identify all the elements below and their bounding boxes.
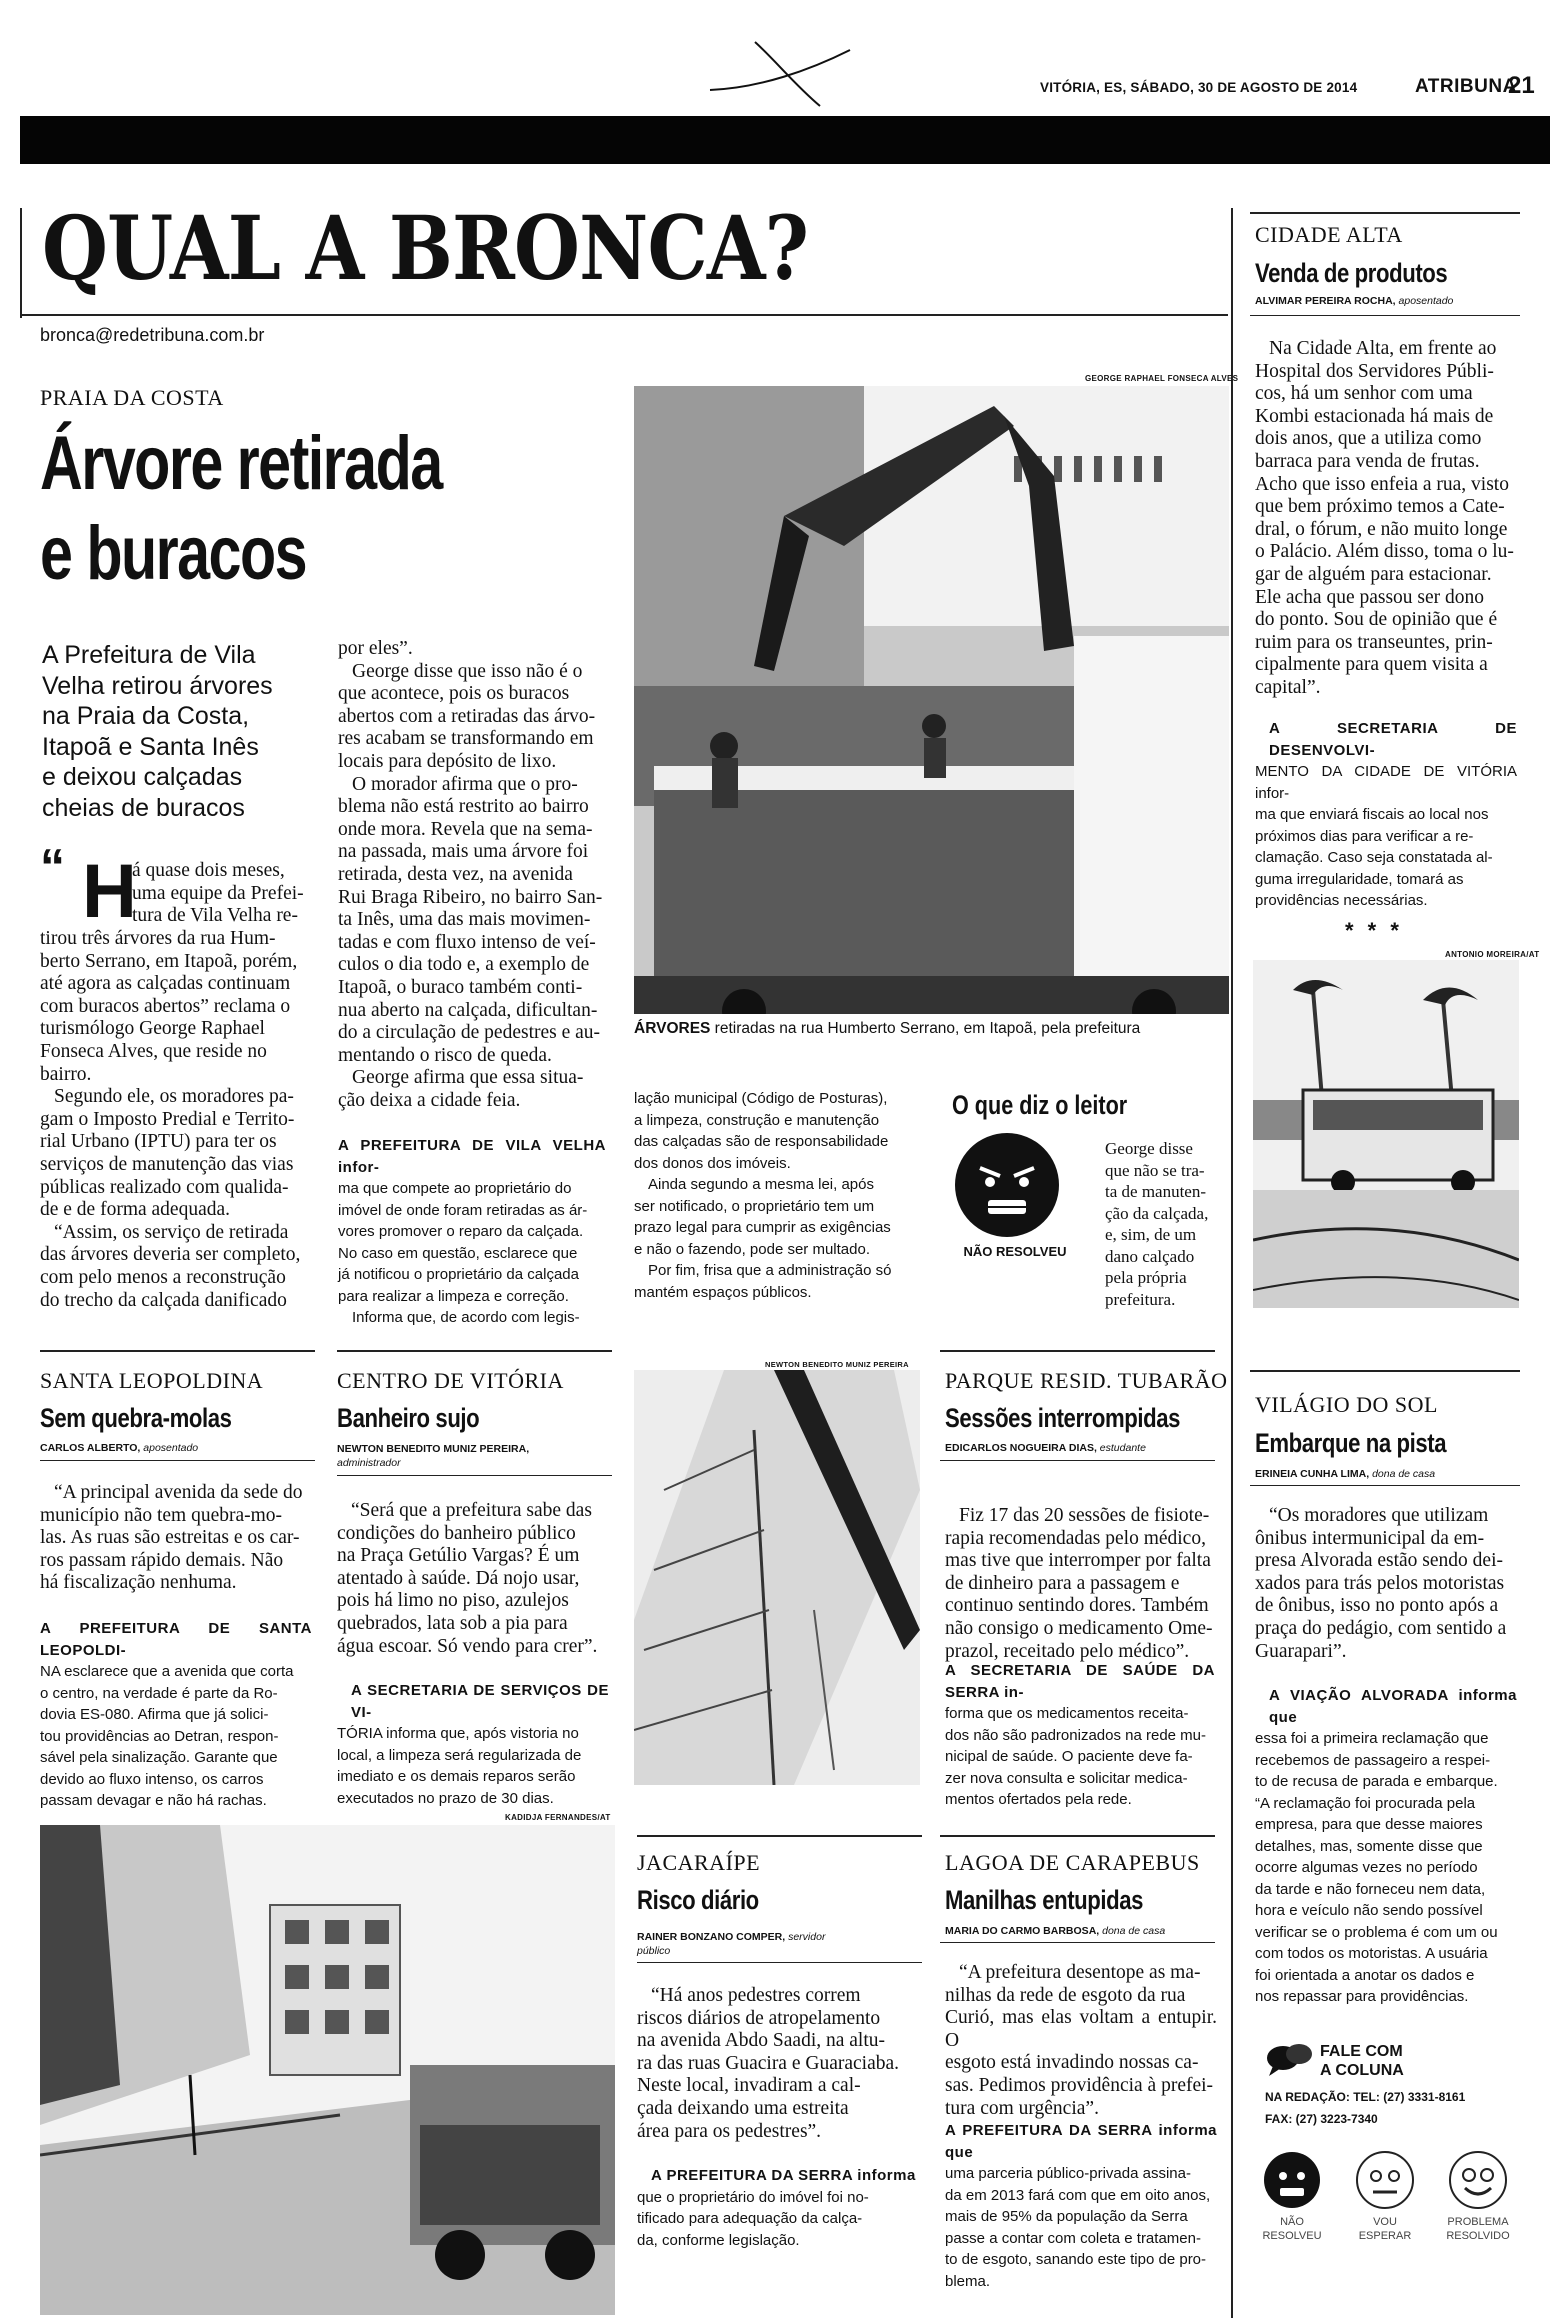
bus-photo	[1253, 960, 1519, 1308]
legend-will-wait-icon	[1355, 2150, 1415, 2210]
angry-face-icon	[952, 1130, 1062, 1240]
legend-resolved-label: PROBLEMA RESOLVIDO	[1446, 2216, 1510, 2242]
bathroom-photo	[634, 1370, 920, 1785]
column-email[interactable]: bronca@redetribuna.com.br	[40, 325, 265, 345]
legend-not-resolved-icon	[1262, 2150, 1322, 2210]
row2-rule-4	[1250, 1370, 1520, 1372]
jacaraipe-reply: A PREFEITURA DA SERRA informa que o proprietário do imóvel foi no- tificado para adequação da calça- da, conforme legislação.	[637, 2167, 916, 2249]
jacaraipe-rule	[637, 1962, 922, 1963]
main-col1: “ H á quase dois meses, uma equipe da Prefei- tura de Vila Velha re- tirou três árvores da rua Hum- berto Serrano, em Itapoã, porém, até agora as calçadas continuam com buracos abertos” reclama o turismólogo George Raphael Fonseca Alves, que reside no bairro. Segundo ele, os moradores pa- gam o Imposto Predial e Territo- rial Urbano (IPTU) para ter os serviços de manutenção das vias públicas realizado com qualida- de e de forma adequada. “Assim, os serviço de retirada das árvores deveria ser completo, com pelo menos a reconstrução do trecho da calçada danificado	[40, 839, 304, 1311]
cidade-alta-byline: ALVIMAR PEREIRA ROCHA, aposentado	[1255, 295, 1454, 307]
vilagio-byline: ERINEIA CUNHA LIMA, dona de casa	[1255, 1468, 1436, 1480]
main-photo	[634, 386, 1229, 1014]
street-photo	[40, 1825, 615, 2315]
centro-vitoria-headline: Banheiro sujo	[337, 1403, 480, 1433]
tubarao-byline: EDICARLOS NOGUEIRA DIAS, estudante	[945, 1442, 1146, 1454]
street-illustration	[40, 1825, 615, 2315]
title-bottom-rule	[20, 314, 1228, 316]
contact-fax[interactable]: FAX: (27) 3223-7340	[1265, 2112, 1378, 2126]
row2-rule-2	[337, 1350, 612, 1352]
vilagio-section: VILÁGIO DO SOL	[1255, 1392, 1438, 1417]
santa-leopoldina-body: “A principal avenida da sede do município não tem quebra-mo- las. As ruas são estreitas e os car- ros passam rápido demais. Não há fiscalização nenhuma.	[40, 1482, 303, 1594]
cidade-alta-section: CIDADE ALTA	[1255, 222, 1403, 247]
jacaraipe-section: JACARAÍPE	[637, 1850, 761, 1875]
contact-phone[interactable]: NA REDAÇÃO: TEL: (27) 3331-8161	[1265, 2090, 1466, 2104]
main-headline-1: Árvore retirada	[40, 421, 442, 506]
jacaraipe-body: “Há anos pedestres correm riscos diários de atropelamento na avenida Abdo Saadi, na altu- ra das ruas Guacira e Guaraciaba. Neste local, invadiram a cal- çada deixando uma estreita área para os pedestres”.	[637, 1985, 900, 2142]
dateline: VITÓRIA, ES, SÁBADO, 30 DE AGOSTO DE 2014	[1040, 80, 1358, 95]
reader-box-title: O que diz o leitor	[952, 1090, 1128, 1120]
vilagio-rule	[1250, 1485, 1520, 1486]
drop-cap: H	[82, 849, 137, 934]
main-headline-2: e buracos	[40, 511, 307, 596]
editor-mark-x-icon	[700, 30, 860, 110]
title-left-rule	[20, 208, 22, 318]
contact-title: FALE COM A COLUNA	[1320, 2043, 1404, 2079]
bathroom-photo-credit: NEWTON BENEDITO MUNIZ PEREIRA	[765, 1360, 909, 1369]
centro-vitoria-body: “Será que a prefeitura sabe das condições do banheiro público na Praça Getúlio Vargas? É um atentado à saúde. Dá nojo usar, pois há limo no piso, azulejos quebrados, lata sob a pia para água escoar. Só vendo para crer”.	[337, 1500, 598, 1657]
vilagio-body: “Os moradores que utilizam ônibus intermunicipal da em- presa Alvorada estão sendo dei- xados para trás pelos motoristas de ônibus, isso no ponto após a praça do pedágio, com sentido a Guarapari”.	[1255, 1505, 1507, 1662]
carapebus-byline: MARIA DO CARMO BARBOSA, dona de casa	[945, 1925, 1166, 1937]
jacaraipe-byline: RAINER BONZANO COMPER, servidor público	[637, 1931, 826, 1957]
paper-name: ATRIBUNA	[1415, 76, 1517, 97]
reader-box-text: George disse que não se tra- ta de manuten- ção da calçada, e, sim, de um dano calçado pela própria prefeitura.	[1105, 1139, 1209, 1309]
carapebus-headline: Manilhas entupidas	[945, 1885, 1144, 1915]
row2-rule-1	[40, 1350, 315, 1352]
cidade-alta-body: Na Cidade Alta, em frente ao Hospital dos Servidores Públi- cos, há um senhor com uma Kombi estacionada há mais de dois anos, que a utiliza como barraca para venda de frutas. Acho que isso enfeia a rua, visto que bem próximo temos a Cate- dral, o fórum, e não muito longe o Palácio. Além disso, toma o lu- gar de alguém para estacionar. Ele acha que passou ser dono do ponto. Sou de opinião que é ruim para os transeuntes, prin- cipalmente para quem visita a capital”.	[1255, 338, 1514, 698]
cidade-alta-reply: A SECRETARIA DE DESENVOLVI- MENTO DA CIDADE DE VITÓRIA infor- ma que enviará fiscais ao local nos próximos dias para verificar a re- clamação. Caso seja constatada al- guma irregularidade, tomará as providências necessárias.	[1255, 720, 1517, 909]
right-column-rule	[1231, 208, 1233, 2318]
right-top-rule	[1250, 212, 1520, 214]
centro-vitoria-section: CENTRO DE VITÓRIA	[337, 1368, 564, 1393]
tubarao-headline: Sessões interrompidas	[945, 1403, 1181, 1433]
cidade-alta-headline: Venda de produtos	[1255, 258, 1448, 288]
santa-leopoldina-headline: Sem quebra-molas	[40, 1403, 232, 1433]
row2-rule-3	[940, 1350, 1215, 1352]
santa-leopoldina-rule	[40, 1460, 315, 1461]
centro-vitoria-reply: A SECRETARIA DE SERVIÇOS DE VI- TÓRIA informa que, após vistoria no local, a limpeza será regularizada de imediato e os demais reparos serão executados no prazo de 30 dias.	[337, 1682, 609, 1807]
bathroom-illustration	[634, 1370, 920, 1785]
tubarao-section: PARQUE RESID. TUBARÃO	[945, 1368, 1228, 1393]
santa-leopoldina-reply: A PREFEITURA DE SANTA LEOPOLDI- NA esclarece que a avenida que corta o centro, na verdade é parte da Ro- dovia ES-080. Afirma que já solici- tou providências ao Detran, respon- sável pela sinalização. Garante que devido ao fluxo intenso, os carros passam devagar e não há rachas.	[40, 1620, 312, 1809]
tubarao-reply: A SECRETARIA DE SAÚDE DA SERRA in- forma que os medicamentos receita- dos não são padronizados na rede mu- nicipal de saúde. O paciente deve fa- zer nova consulta e solicitar medica- mentos ofertados pela rede.	[945, 1662, 1215, 1808]
main-reply-col3: lação municipal (Código de Posturas), a limpeza, construção e manutenção das calçadas são de responsabilidade dos donos dos imóveis. Ainda segundo a mesma lei, após ser notificado, o proprietário tem um prazo legal para cumprir as exigências e não o fazendo, pode ser multado. Por fim, frisa que a administração só mantém espaços públicos.	[634, 1090, 892, 1301]
santa-leopoldina-section: SANTA LEOPOLDINA	[40, 1368, 264, 1393]
carapebus-top-rule	[940, 1835, 1215, 1837]
vilagio-headline: Embarque na pista	[1255, 1428, 1447, 1458]
legend-resolved-icon	[1448, 2150, 1508, 2210]
main-reply-col2: A PREFEITURA DE VILA VELHA infor- ma que compete ao proprietário do imóvel de onde foram retiradas as ár- vores promover o reparo da calçada. No caso em questão, esclarece que já notificou o proprietário da calçada para realizar a limpeza e correção. Informa que, de acordo com legis-	[338, 1137, 606, 1326]
legend-will-wait-label: VOU ESPERAR	[1358, 2216, 1412, 2242]
carapebus-rule	[940, 1942, 1215, 1943]
bus-photo-credit: ANTONIO MOREIRA/AT	[1445, 950, 1540, 959]
reader-box-status: NÃO RESOLVEU	[963, 1244, 1067, 1259]
main-section-label: PRAIA DA COSTA	[40, 385, 224, 410]
centro-vitoria-byline: NEWTON BENEDITO MUNIZ PEREIRA, administrador	[337, 1443, 530, 1469]
carapebus-body: “A prefeitura desentope as ma- nilhas da rede de esgoto da rua Curió, mas elas voltam a entupir. O esgoto está invadindo nossas ca- sas. Pedimos providência à prefei- tura com urgência”.	[945, 1962, 1217, 2119]
vilagio-reply: A VIAÇÃO ALVORADA informa que essa foi a primeira reclamação que recebemos de passageiro a respei- to de recusa de parada e embarque. “A reclamação foi procurada pela empresa, para que desse maiores detalhes, mas, somente disse que ocorre algumas vezes no período da tarde e não forneceu nem data, hora e veículo não sendo possível verificar se o problema é com um ou com todos os motoristas. A usuária foi orientada a anotar os dados e nos repassar para providências.	[1255, 1687, 1517, 2005]
legend-not-resolved-label: NÃO RESOLVEU	[1262, 2216, 1322, 2242]
masthead-bar	[20, 116, 1550, 164]
main-deck: A Prefeitura de Vila Velha retirou árvores na Praia da Costa, Itapoã e Santa Inês e deixou calçadas cheias de buracos	[42, 641, 273, 822]
centro-vitoria-rule	[337, 1475, 612, 1476]
carapebus-reply: A PREFEITURA DA SERRA informa que uma parceria público-privada assina- da em 2013 fará com que em oito anos, mais de 95% da população da Serra passe a contar com coleta e tratamen- to de esgoto, sanando este tipo de pro- blema.	[945, 2122, 1217, 2290]
jacaraipe-headline: Risco diário	[637, 1885, 759, 1915]
street-photo-credit: KADIDJA FERNANDES/AT	[505, 1813, 611, 1822]
carapebus-section: LAGOA DE CARAPEBUS	[945, 1850, 1200, 1875]
stars-separator: * * *	[1345, 918, 1403, 943]
crane-truck-illustration	[634, 386, 1229, 1014]
santa-leopoldina-byline: CARLOS ALBERTO, aposentado	[40, 1442, 199, 1454]
speech-bubbles-icon	[1265, 2040, 1315, 2080]
main-photo-credit: GEORGE RAPHAEL FONSECA ALVES	[1085, 374, 1239, 383]
tubarao-body: Fiz 17 das 20 sessões de fisiote- rapia recomendadas pelo médico, mas tive que interromper por falta de dinheiro para a passagem e continuo sentindo dores. Também não consigo o medicamento Ome- prazol, receitado pelo médico”.	[945, 1505, 1213, 1662]
column-title: QUAL A BRONCA?	[42, 196, 809, 300]
bus-illustration	[1253, 960, 1519, 1308]
main-photo-caption: ÁRVORES retiradas na rua Humberto Serrano, em Itapoã, pela prefeitura	[634, 1020, 1141, 1037]
jacaraipe-top-rule	[637, 1835, 922, 1837]
cidade-alta-rule	[1250, 315, 1520, 316]
drop-quote: “	[40, 839, 65, 895]
tubarao-rule	[940, 1460, 1215, 1461]
main-col2: por eles”. George disse que isso não é o que acontece, pois os buracos abertos com a retiradas das árvo- res acabam se transformando em locais para depósito de lixo. O morador afirma que o pro- blema não está restrito ao bairro onde mora. Revela que na sema- na passada, mais uma árvore foi retirada, desta vez, na avenida Rui Braga Ribeiro, no bairro San- ta Inês, uma das mais movimen- tadas e com fluxo intenso de veí- culos o dia todo e, a exemplo de Itapoã, o buraco também conti- nua aberto na calçada, dificultan- do a circulação de pedestres e au- mentando o risco de queda. George afirma que essa situa- ção deixa a cidade feia.	[338, 638, 603, 1111]
page-number: 21	[1508, 72, 1535, 99]
